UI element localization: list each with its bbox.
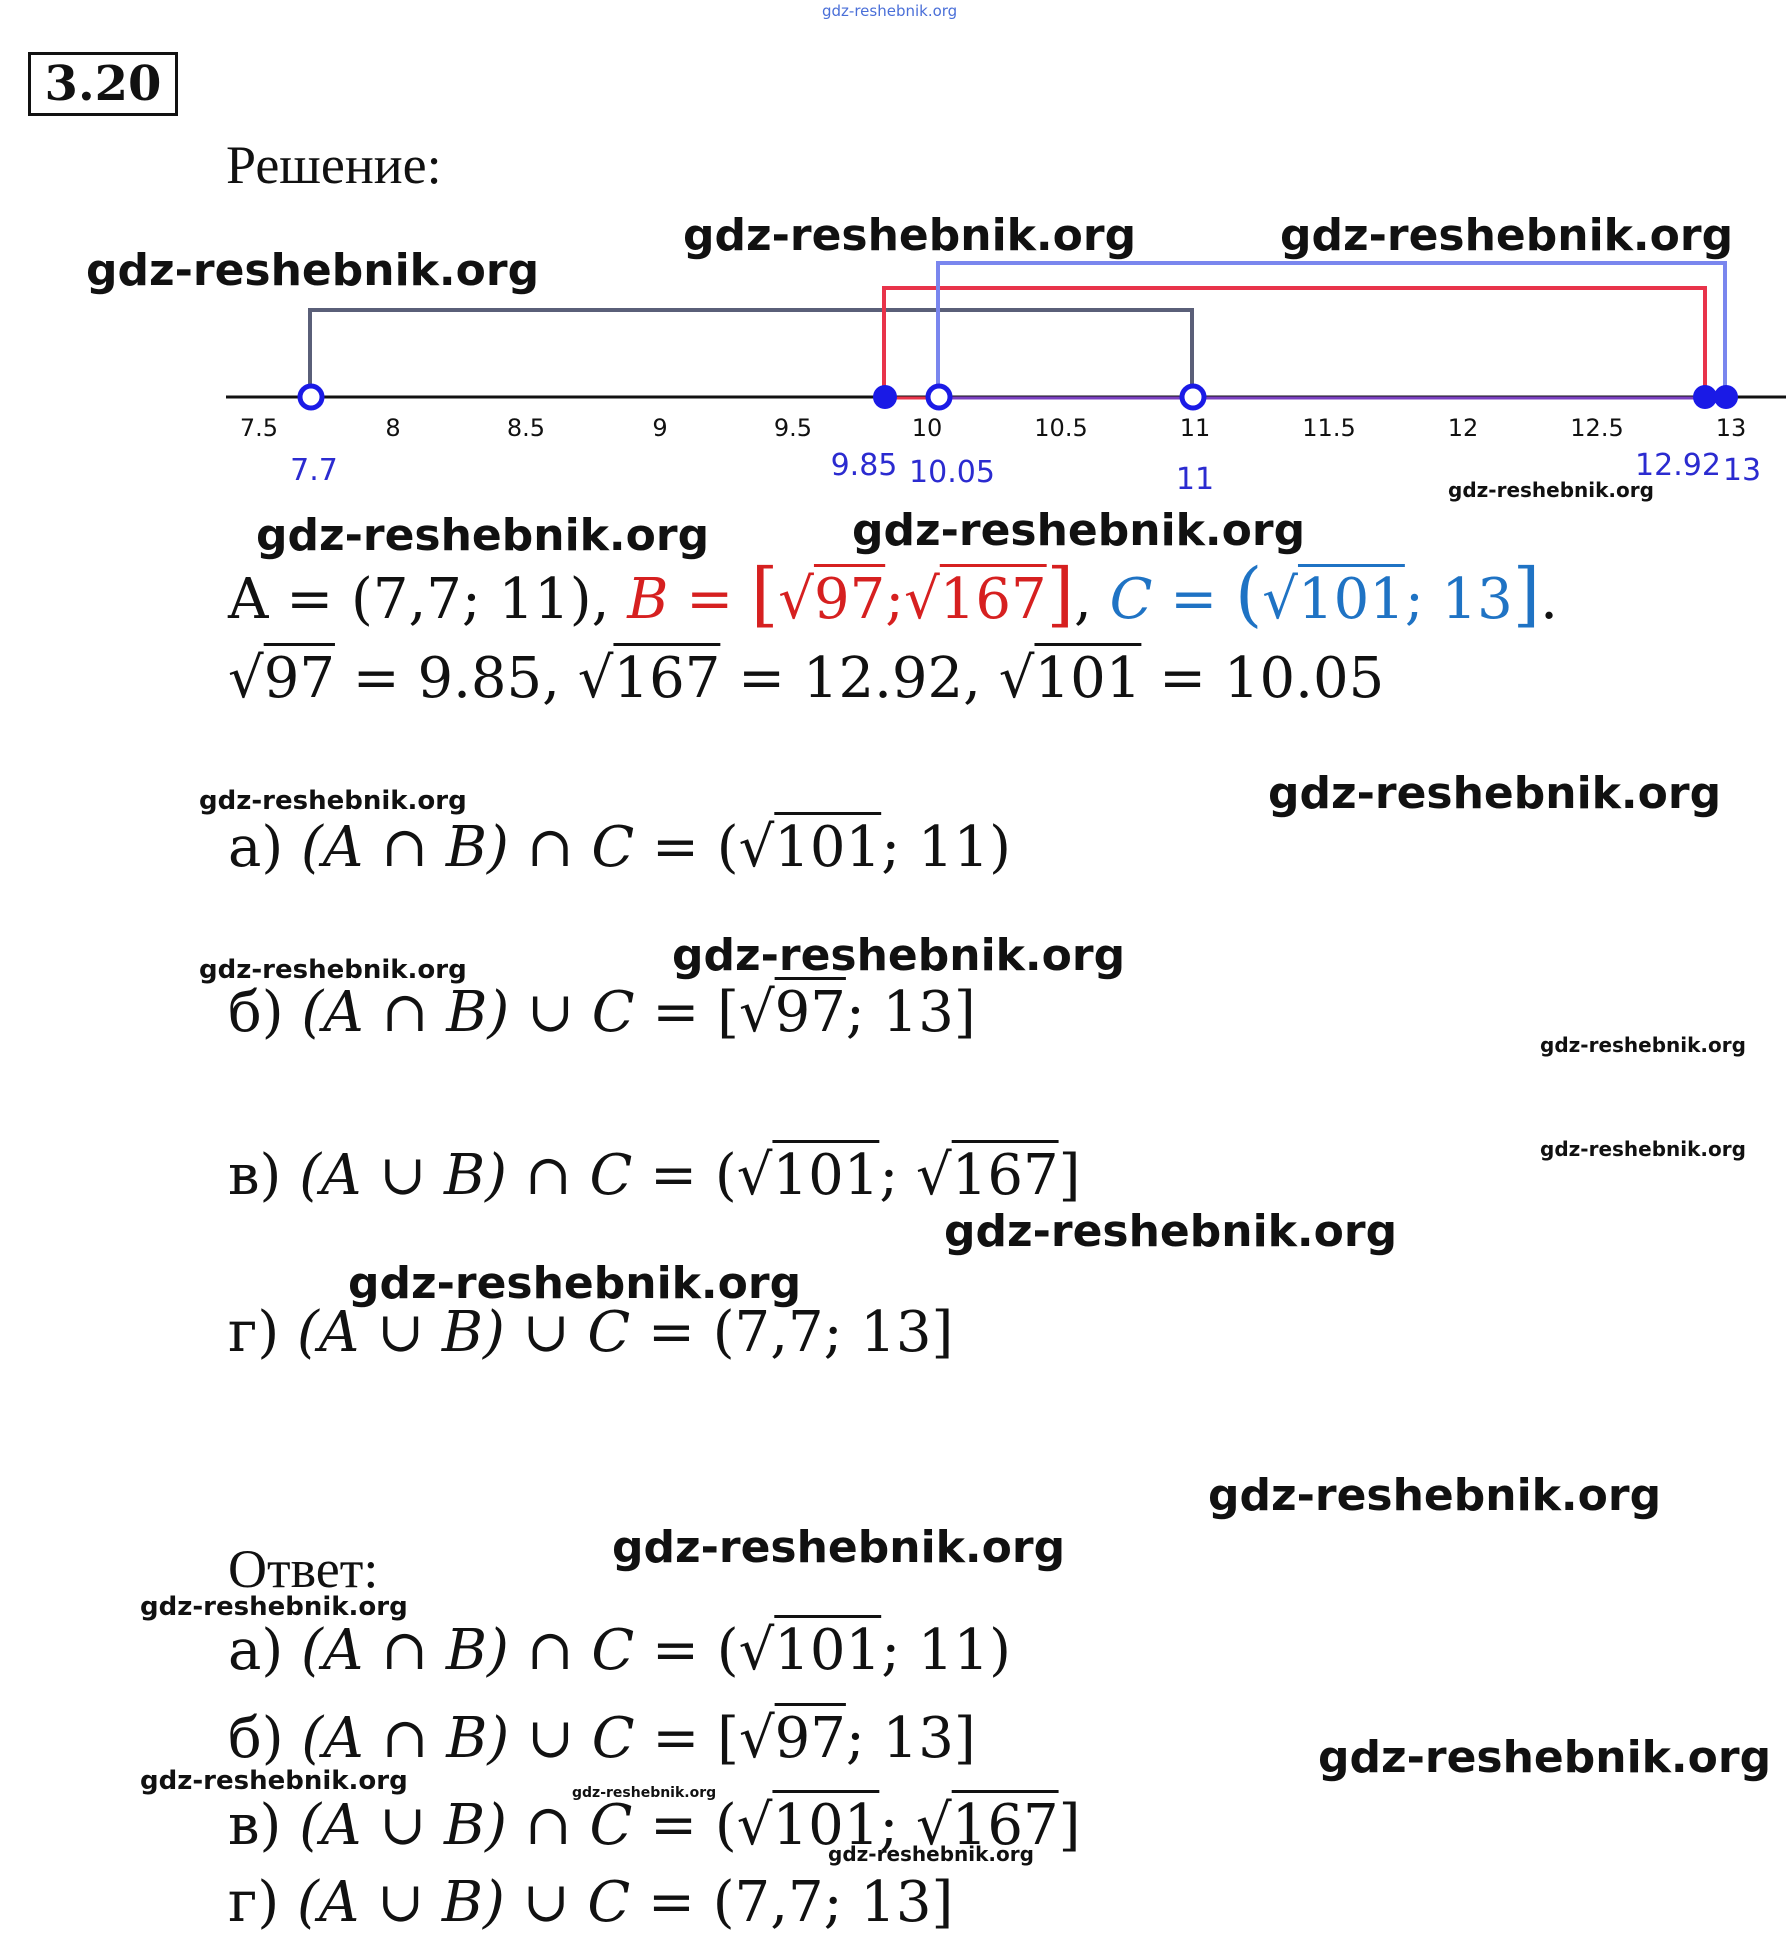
radicand: 101 — [772, 1143, 880, 1208]
watermark: gdz-reshebnik.org — [199, 786, 467, 816]
item-expression: (A ∪ B) ∪ C — [297, 1300, 631, 1365]
tick-label: 12 — [1447, 414, 1479, 442]
radicand: 101 — [1297, 567, 1405, 632]
point-label-12-92: 12.92 — [1635, 448, 1721, 483]
item-separator: ; — [879, 1143, 916, 1208]
item-equals: = [ — [634, 1706, 739, 1771]
item-separator: ; — [879, 1793, 916, 1858]
watermark: gdz-reshebnik.org — [944, 1206, 1398, 1257]
radicand: 167 — [951, 1143, 1059, 1208]
set-a-bracket — [310, 310, 1192, 397]
separator: ; — [885, 567, 905, 632]
answer-item-b: б) (A ∩ B) ∪ C = [√97; 13] — [228, 1706, 976, 1771]
bracket: [ — [750, 553, 779, 635]
watermark: gdz-reshebnik.org — [1540, 1137, 1746, 1161]
point-label-9-85: 9.85 — [830, 448, 898, 483]
bracket: ( — [1234, 553, 1263, 635]
item-rest: ; 13] — [845, 1706, 976, 1771]
bracket: ] — [1512, 553, 1541, 635]
tick-label: 11 — [1179, 414, 1211, 442]
answer-item-d — [228, 1870, 953, 1935]
answer-heading: Ответ: — [228, 1539, 379, 1599]
radicand: 167 — [951, 1793, 1059, 1858]
item-label: в) — [228, 1793, 300, 1858]
item-rest: ; 11) — [881, 815, 1011, 880]
point-label-11: 11 — [1175, 462, 1215, 497]
item-rest: ; 13] — [845, 980, 976, 1045]
tick-labels — [240, 414, 1746, 442]
item-equals: = ( — [632, 1793, 737, 1858]
tick-label: 13 — [1715, 414, 1747, 442]
set-a-definition: A = (7,7; 11), — [228, 567, 628, 632]
tick-label: 12.5 — [1570, 414, 1624, 442]
point-label-13: 13 — [1722, 453, 1762, 488]
equals: = — [1152, 567, 1235, 632]
set-b-name: B — [627, 567, 669, 632]
root-value: = 12.92, — [720, 646, 999, 711]
item-rest: ; 11) — [881, 1618, 1011, 1683]
watermark: gdz-reshebnik.org — [1208, 1470, 1662, 1521]
watermark: gdz-reshebnik.org — [1318, 1732, 1772, 1783]
root-value: = 9.85, — [334, 646, 578, 711]
tick-label: 10 — [911, 414, 943, 442]
root-values: √97 = 9.85, √167 = 12.92, √101 = 10.05 — [228, 646, 1385, 711]
closed-point-9-85 — [873, 385, 897, 409]
radicand: 97 — [774, 980, 846, 1045]
answer-item-c: в) (A ∪ B) ∩ C = (√101; √167] — [228, 1793, 1081, 1858]
period: . — [1540, 567, 1558, 632]
item-label: б) — [228, 980, 302, 1045]
watermark: gdz-reshebnik.org — [140, 1592, 408, 1622]
item-label: г) — [228, 1870, 297, 1935]
watermark: gdz-reshebnik.org — [1540, 1033, 1746, 1057]
solution-item-a: а) (A ∩ B) ∩ C = (√101; 11) — [228, 815, 1011, 880]
answer-item-a: а) (A ∩ B) ∩ C = (√101; 11) — [228, 1618, 1011, 1683]
tick-label: 11.5 — [1302, 414, 1356, 442]
watermark: gdz-reshebnik.org — [1448, 478, 1654, 502]
interval-end: ; 13 — [1404, 567, 1513, 632]
closed-point-12-92 — [1693, 385, 1717, 409]
radicand: 167 — [613, 646, 721, 711]
watermark: gdz-reshebnik.org — [140, 1766, 408, 1796]
item-expression: (A ∪ B) ∩ C — [299, 1793, 633, 1858]
item-label: б) — [228, 1706, 302, 1771]
watermark: gdz-reshebnik.org — [852, 505, 1306, 556]
tick-label: 8.5 — [506, 414, 546, 442]
set-b-bracket — [884, 288, 1705, 397]
item-expression: (A ∩ B) ∪ C — [301, 980, 635, 1045]
item-equals: = ( — [632, 1143, 737, 1208]
watermark: gdz-reshebnik.org — [1280, 210, 1734, 261]
watermark: gdz-reshebnik.org — [612, 1522, 1066, 1573]
set-c-bracket — [938, 263, 1725, 397]
point-label-10-05: 10.05 — [909, 455, 995, 490]
item-expression: (A ∩ B) ∩ C — [301, 1618, 635, 1683]
item-equals: = (7,7; 13] — [630, 1870, 954, 1935]
open-point-10-05 — [928, 386, 950, 408]
item-expression: (A ∩ B) ∩ C — [301, 815, 635, 880]
item-label: а) — [228, 1618, 302, 1683]
set-c-name: C — [1109, 567, 1153, 632]
item-equals: = [ — [634, 980, 739, 1045]
tick-label: 8 — [385, 414, 401, 442]
tick-label: 9.5 — [773, 414, 813, 442]
item-rest: ] — [1058, 1143, 1081, 1208]
watermark: gdz-reshebnik.org — [828, 1842, 1034, 1866]
radicand: 97 — [263, 646, 335, 711]
watermark: gdz-reshebnik.org — [683, 210, 1137, 261]
solution-item-c: в) (A ∪ B) ∩ C = (√101; √167] — [228, 1143, 1081, 1208]
item-equals: = ( — [634, 815, 739, 880]
tick-label: 10.5 — [1034, 414, 1088, 442]
watermark: gdz-reshebnik.org — [199, 955, 467, 985]
item-rest: ] — [1058, 1793, 1081, 1858]
item-label: г) — [228, 1300, 297, 1365]
item-expression: (A ∩ B) ∪ C — [301, 1706, 635, 1771]
item-equals: = ( — [634, 1618, 739, 1683]
solution-item-b: б) (A ∩ B) ∪ C = [√97; 13] — [228, 980, 976, 1045]
radicand: 167 — [939, 567, 1047, 632]
watermark: gdz-reshebnik.org — [672, 930, 1126, 981]
watermark-top: gdz-reshebnik.org — [822, 2, 958, 20]
watermark: gdz-reshebnik.org — [256, 510, 710, 561]
point-label-7-7: 7.7 — [290, 453, 338, 488]
watermark: gdz-reshebnik.org — [348, 1258, 802, 1309]
open-point-11 — [1182, 386, 1204, 408]
tick-label: 9 — [652, 414, 668, 442]
radicand: 101 — [774, 815, 882, 880]
equals: = — [668, 567, 751, 632]
radicand: 101 — [1034, 646, 1142, 711]
item-label: а) — [228, 815, 302, 880]
radicand: 101 — [772, 1793, 880, 1858]
item-expression: (A ∪ B) ∪ C — [297, 1870, 631, 1935]
watermark: gdz-reshebnik.org — [1268, 768, 1722, 819]
tick-label: 7.5 — [239, 414, 279, 442]
number-line-diagram — [0, 0, 1786, 520]
radicand: 101 — [774, 1618, 882, 1683]
set-definitions: A = (7,7; 11), B = [√97;√167], C = (√101; 13]. — [228, 553, 1558, 635]
item-expression: (A ∪ B) ∩ C — [299, 1143, 633, 1208]
open-point-7-7 — [300, 386, 322, 408]
radicand: 97 — [774, 1706, 846, 1771]
item-equals: = (7,7; 13] — [630, 1300, 954, 1365]
closed-point-13 — [1714, 385, 1738, 409]
solution-item-d — [228, 1300, 953, 1365]
item-label: в) — [228, 1143, 300, 1208]
watermark: gdz-reshebnik.org — [572, 1785, 717, 1801]
watermark: gdz-reshebnik.org — [86, 245, 540, 296]
bracket: ] — [1046, 553, 1074, 635]
task-number: 3.20 — [28, 52, 178, 116]
separator: , — [1073, 567, 1110, 632]
radicand: 97 — [813, 567, 886, 632]
solution-heading: Решение: — [226, 135, 442, 195]
root-value: = 10.05 — [1141, 646, 1385, 711]
